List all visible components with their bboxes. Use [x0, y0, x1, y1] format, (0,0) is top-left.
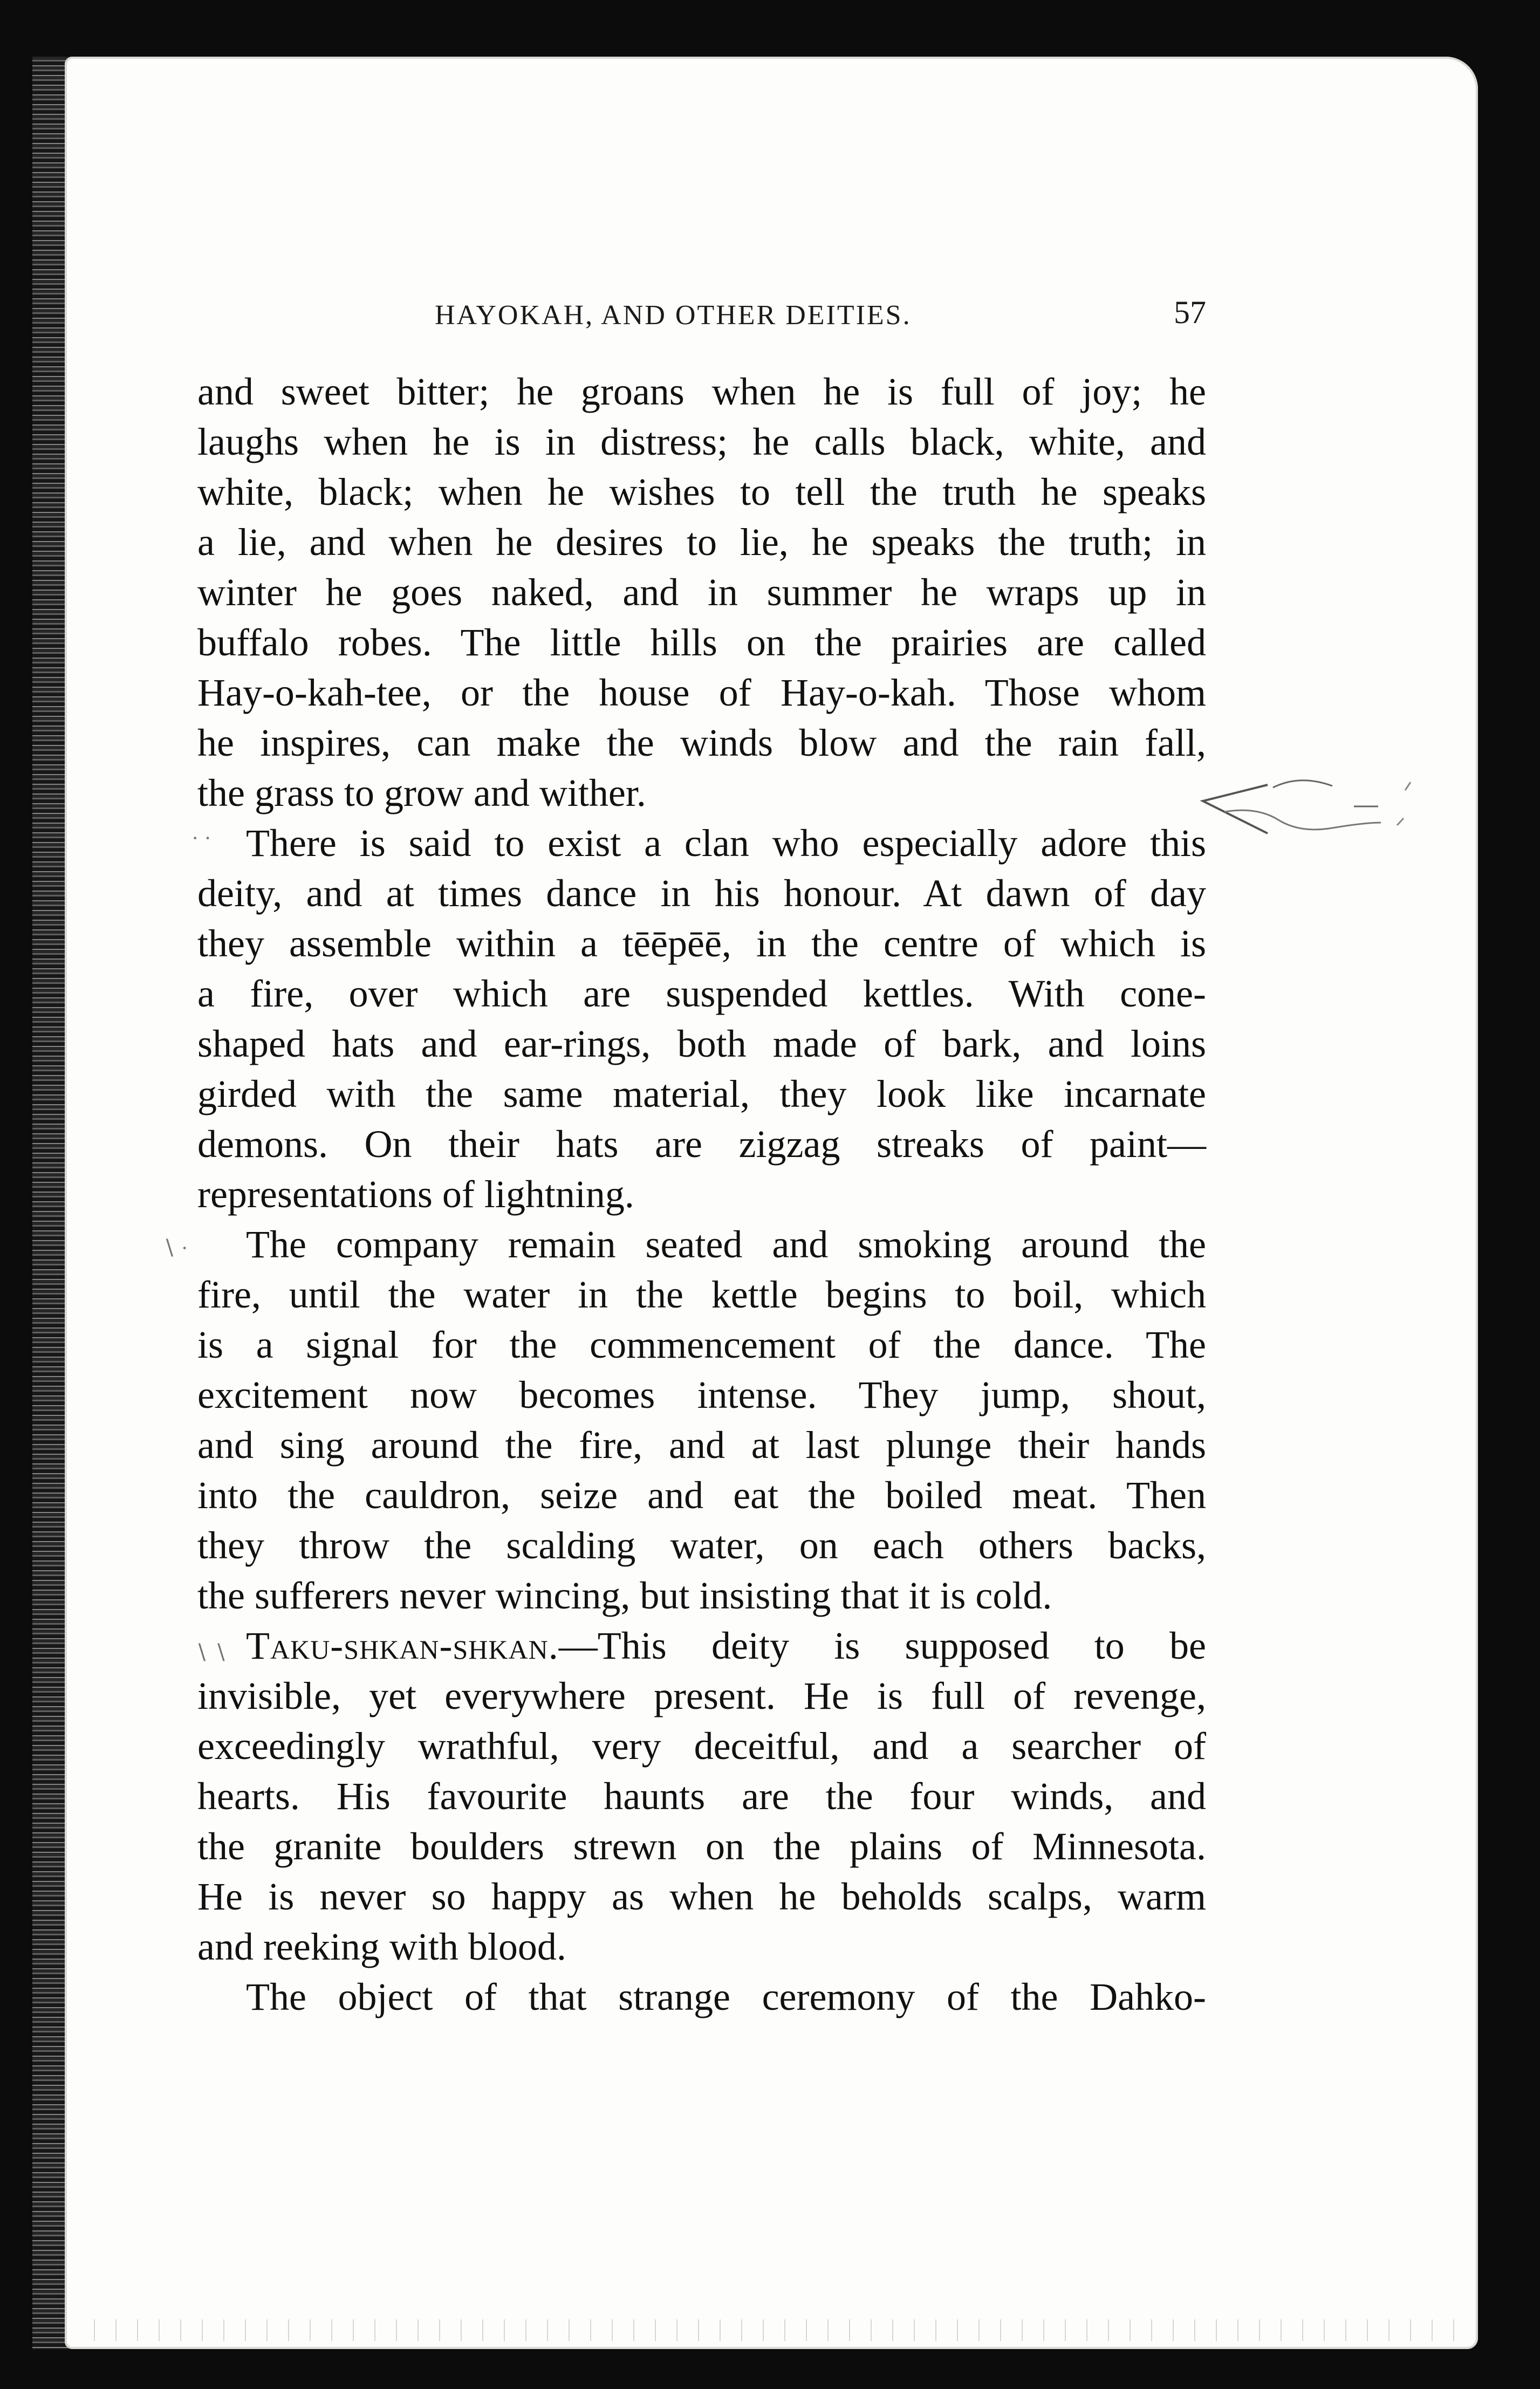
body-text: [197, 367, 1206, 2022]
text-line: a lie, and when he desires to lie, he speaks the truth; in: [197, 521, 1206, 564]
text-line: and sweet bitter; he groans when he is full of joy; he: [197, 370, 1206, 413]
text-line: representations of lightning.: [197, 1173, 634, 1216]
text-line: they assemble within a tēēpēē, in the centre of which is: [197, 922, 1206, 965]
section-heading: Taku-shkan-shkan.: [246, 1624, 559, 1667]
margin-mark: ∖ ·: [162, 1236, 188, 1260]
text-line: a fire, over which are suspended kettles. With cone-: [197, 972, 1206, 1015]
paragraph-start: The object of that strange ceremony of the Dahko-: [246, 1975, 1206, 2018]
text-line: shaped hats and ear-rings, both made of bark, and loins: [197, 1022, 1206, 1065]
text-line: fire, until the water in the kettle begins to boil, which: [197, 1273, 1206, 1316]
text-line-segment: —This deity is supposed to be: [558, 1624, 1206, 1667]
text-line: the granite boulders strewn on the plains of Minnesota.: [197, 1825, 1206, 1868]
margin-mark: ∖ ∖: [194, 1640, 227, 1665]
text-line: winter he goes naked, and in summer he wraps up in: [197, 571, 1206, 614]
text-line: invisible, yet everywhere present. He is full of revenge,: [197, 1674, 1206, 1717]
text-line: buffalo robes. The little hills on the prairies are called: [197, 621, 1206, 664]
text-line: laughs when he is in distress; he calls black, white, and: [197, 420, 1206, 463]
text-line: Hay-o-kah-tee, or the house of Hay-o-kah. Those whom: [197, 671, 1206, 714]
paragraph-start: The company remain seated and smoking around the: [246, 1223, 1206, 1266]
text-line: into the cauldron, seize and eat the boiled meat. Then: [197, 1474, 1206, 1517]
text-line: he inspires, can make the winds blow and the rain fall,: [197, 721, 1206, 764]
text-line: and reeking with blood.: [197, 1925, 566, 1968]
page-header: [197, 294, 1206, 337]
text-line: they throw the scalding water, on each others backs,: [197, 1524, 1206, 1567]
text-line: hearts. His favourite haunts are the four winds, and: [197, 1775, 1206, 1818]
text-line: demons. On their hats are zigzag streaks of paint—: [197, 1122, 1206, 1166]
text-line: is a signal for the commencement of the dance. The: [197, 1323, 1206, 1366]
page-number: 57: [1174, 295, 1206, 330]
text-line: the sufferers never wincing, but insisting that it is cold.: [197, 1574, 1052, 1617]
text-line: and sing around the fire, and at last plunge their hands: [197, 1423, 1206, 1467]
margin-mark: · ·: [191, 826, 211, 850]
page-bottom-edge: [86, 2319, 1467, 2341]
text-line: girded with the same material, they look like incarnate: [197, 1072, 1206, 1115]
text-line: white, black; when he wishes to tell the truth he speaks: [197, 470, 1206, 514]
pencil-annotation: [1192, 769, 1419, 860]
text-line: deity, and at times dance in his honour. At dawn of day: [197, 872, 1206, 915]
paragraph-start: There is said to exist a clan who especially adore this: [246, 822, 1206, 865]
text-line: He is never so happy as when he beholds scalps, warm: [197, 1875, 1206, 1918]
section-heading-line: [197, 1621, 1206, 1671]
text-line: the grass to grow and wither.: [197, 771, 646, 814]
text-line: excitement now becomes intense. They jump, shout,: [197, 1373, 1206, 1416]
running-head: HAYOKAH, AND OTHER DEITIES.: [435, 300, 912, 331]
text-line: exceedingly wrathful, very deceitful, and a searcher of: [197, 1724, 1206, 1768]
